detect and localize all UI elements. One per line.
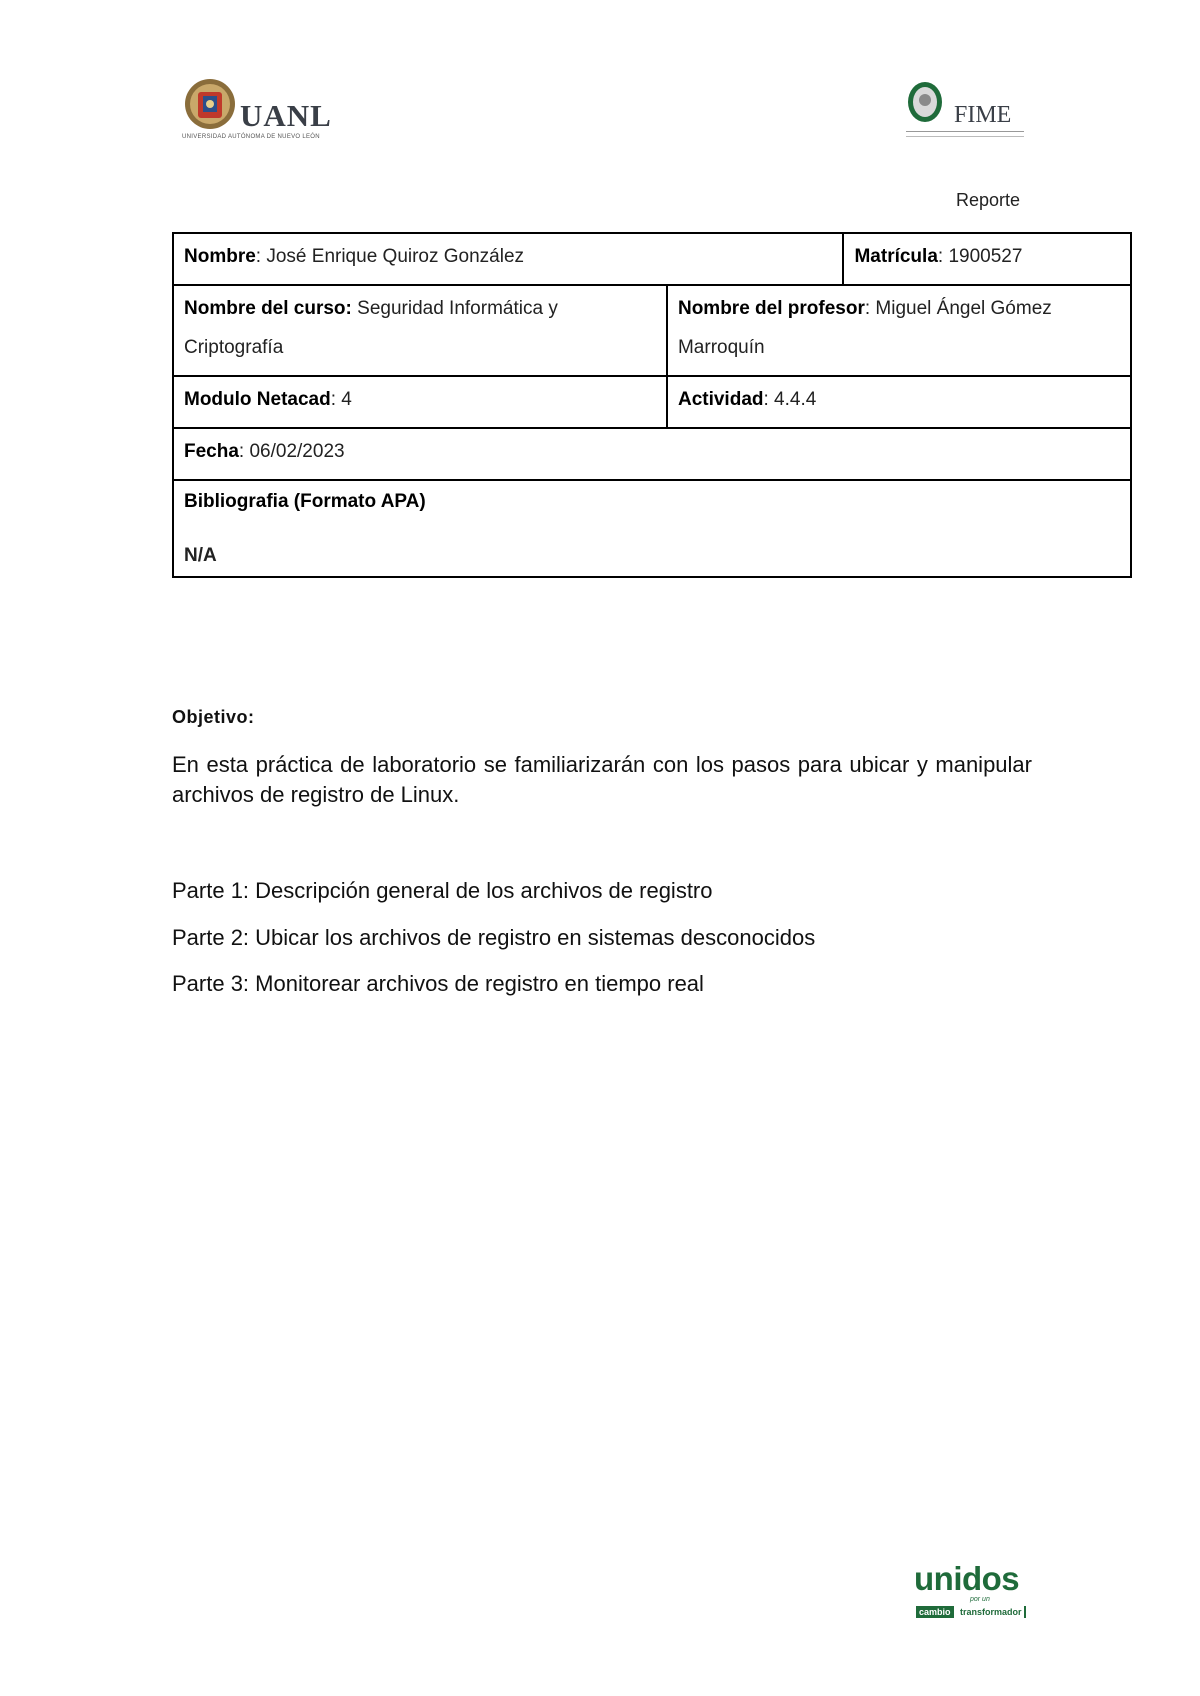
nombre-cell xyxy=(173,233,843,285)
bibliografia-cell xyxy=(173,480,1131,577)
unidos-transformador: transformador xyxy=(958,1606,1026,1618)
parte-item: Parte 3: Monitorear archivos de registro en tiempo real xyxy=(172,971,704,996)
modulo-value: : 4 xyxy=(330,389,352,410)
unidos-cambio: cambio xyxy=(916,1606,954,1618)
uanl-logo xyxy=(180,76,330,142)
actividad-value: : 4.4.4 xyxy=(763,389,817,410)
nombre-value: : José Enrique Quiroz González xyxy=(255,246,525,267)
objetivo-heading: Objetivo: xyxy=(172,707,255,727)
curso-label: Nombre del curso: xyxy=(184,298,352,319)
parte-item: Parte 1: Descripción general de los archivos de registro xyxy=(172,878,713,903)
fecha-label: Fecha xyxy=(184,441,239,462)
table-row xyxy=(173,233,1131,285)
fime-subtitle-line xyxy=(906,131,1024,137)
matricula-cell xyxy=(843,233,1131,285)
matricula-value: : 1900527 xyxy=(937,246,1023,267)
actividad-label: Actividad xyxy=(677,389,764,410)
profesor-label: Nombre del profesor xyxy=(677,298,865,319)
unidos-por-un: por un xyxy=(970,1596,990,1603)
actividad-cell xyxy=(667,376,1131,428)
uanl-subtitle: UNIVERSIDAD AUTÓNOMA DE NUEVO LEÓN xyxy=(182,134,320,140)
table-row xyxy=(173,480,1131,577)
matricula-label: Matrícula xyxy=(854,246,938,267)
bibliografia-value: N/A xyxy=(184,545,217,566)
profesor-cell xyxy=(667,285,1131,376)
table-row xyxy=(173,285,1131,376)
modulo-cell xyxy=(173,376,667,428)
table-row xyxy=(173,428,1131,480)
fecha-cell xyxy=(173,428,1131,480)
objetivo-paragraph: En esta práctica de laboratorio se familiarizarán con los pasos para ubicar y manipular archivos de registro de Linux. xyxy=(172,752,1032,807)
profesor-value: : Miguel Ángel Gómez Marroquín xyxy=(677,298,1052,358)
uanl-wordmark: UANL xyxy=(240,98,332,133)
unidos-wordmark: unidos xyxy=(914,1560,1020,1597)
fime-wordmark: FIME xyxy=(954,102,1012,128)
nombre-label: Nombre xyxy=(184,246,256,267)
modulo-label: Modulo Netacad xyxy=(184,389,331,410)
bibliografia-label: Bibliografia (Formato APA) xyxy=(184,491,426,512)
curso-value: Seguridad Informática y Criptografía xyxy=(184,298,558,358)
unidos-logo xyxy=(914,1560,1024,1620)
student-info-table xyxy=(172,232,1132,578)
curso-cell xyxy=(173,285,667,376)
table-row xyxy=(173,376,1131,428)
fecha-value: : 06/02/2023 xyxy=(238,441,345,462)
fime-logo xyxy=(906,80,1036,142)
document-type-label: Reporte xyxy=(956,190,1021,210)
uanl-seal-icon xyxy=(184,78,236,130)
fime-seal-icon xyxy=(906,80,944,124)
parte-item: Parte 2: Ubicar los archivos de registro en sistemas desconocidos xyxy=(172,925,816,950)
